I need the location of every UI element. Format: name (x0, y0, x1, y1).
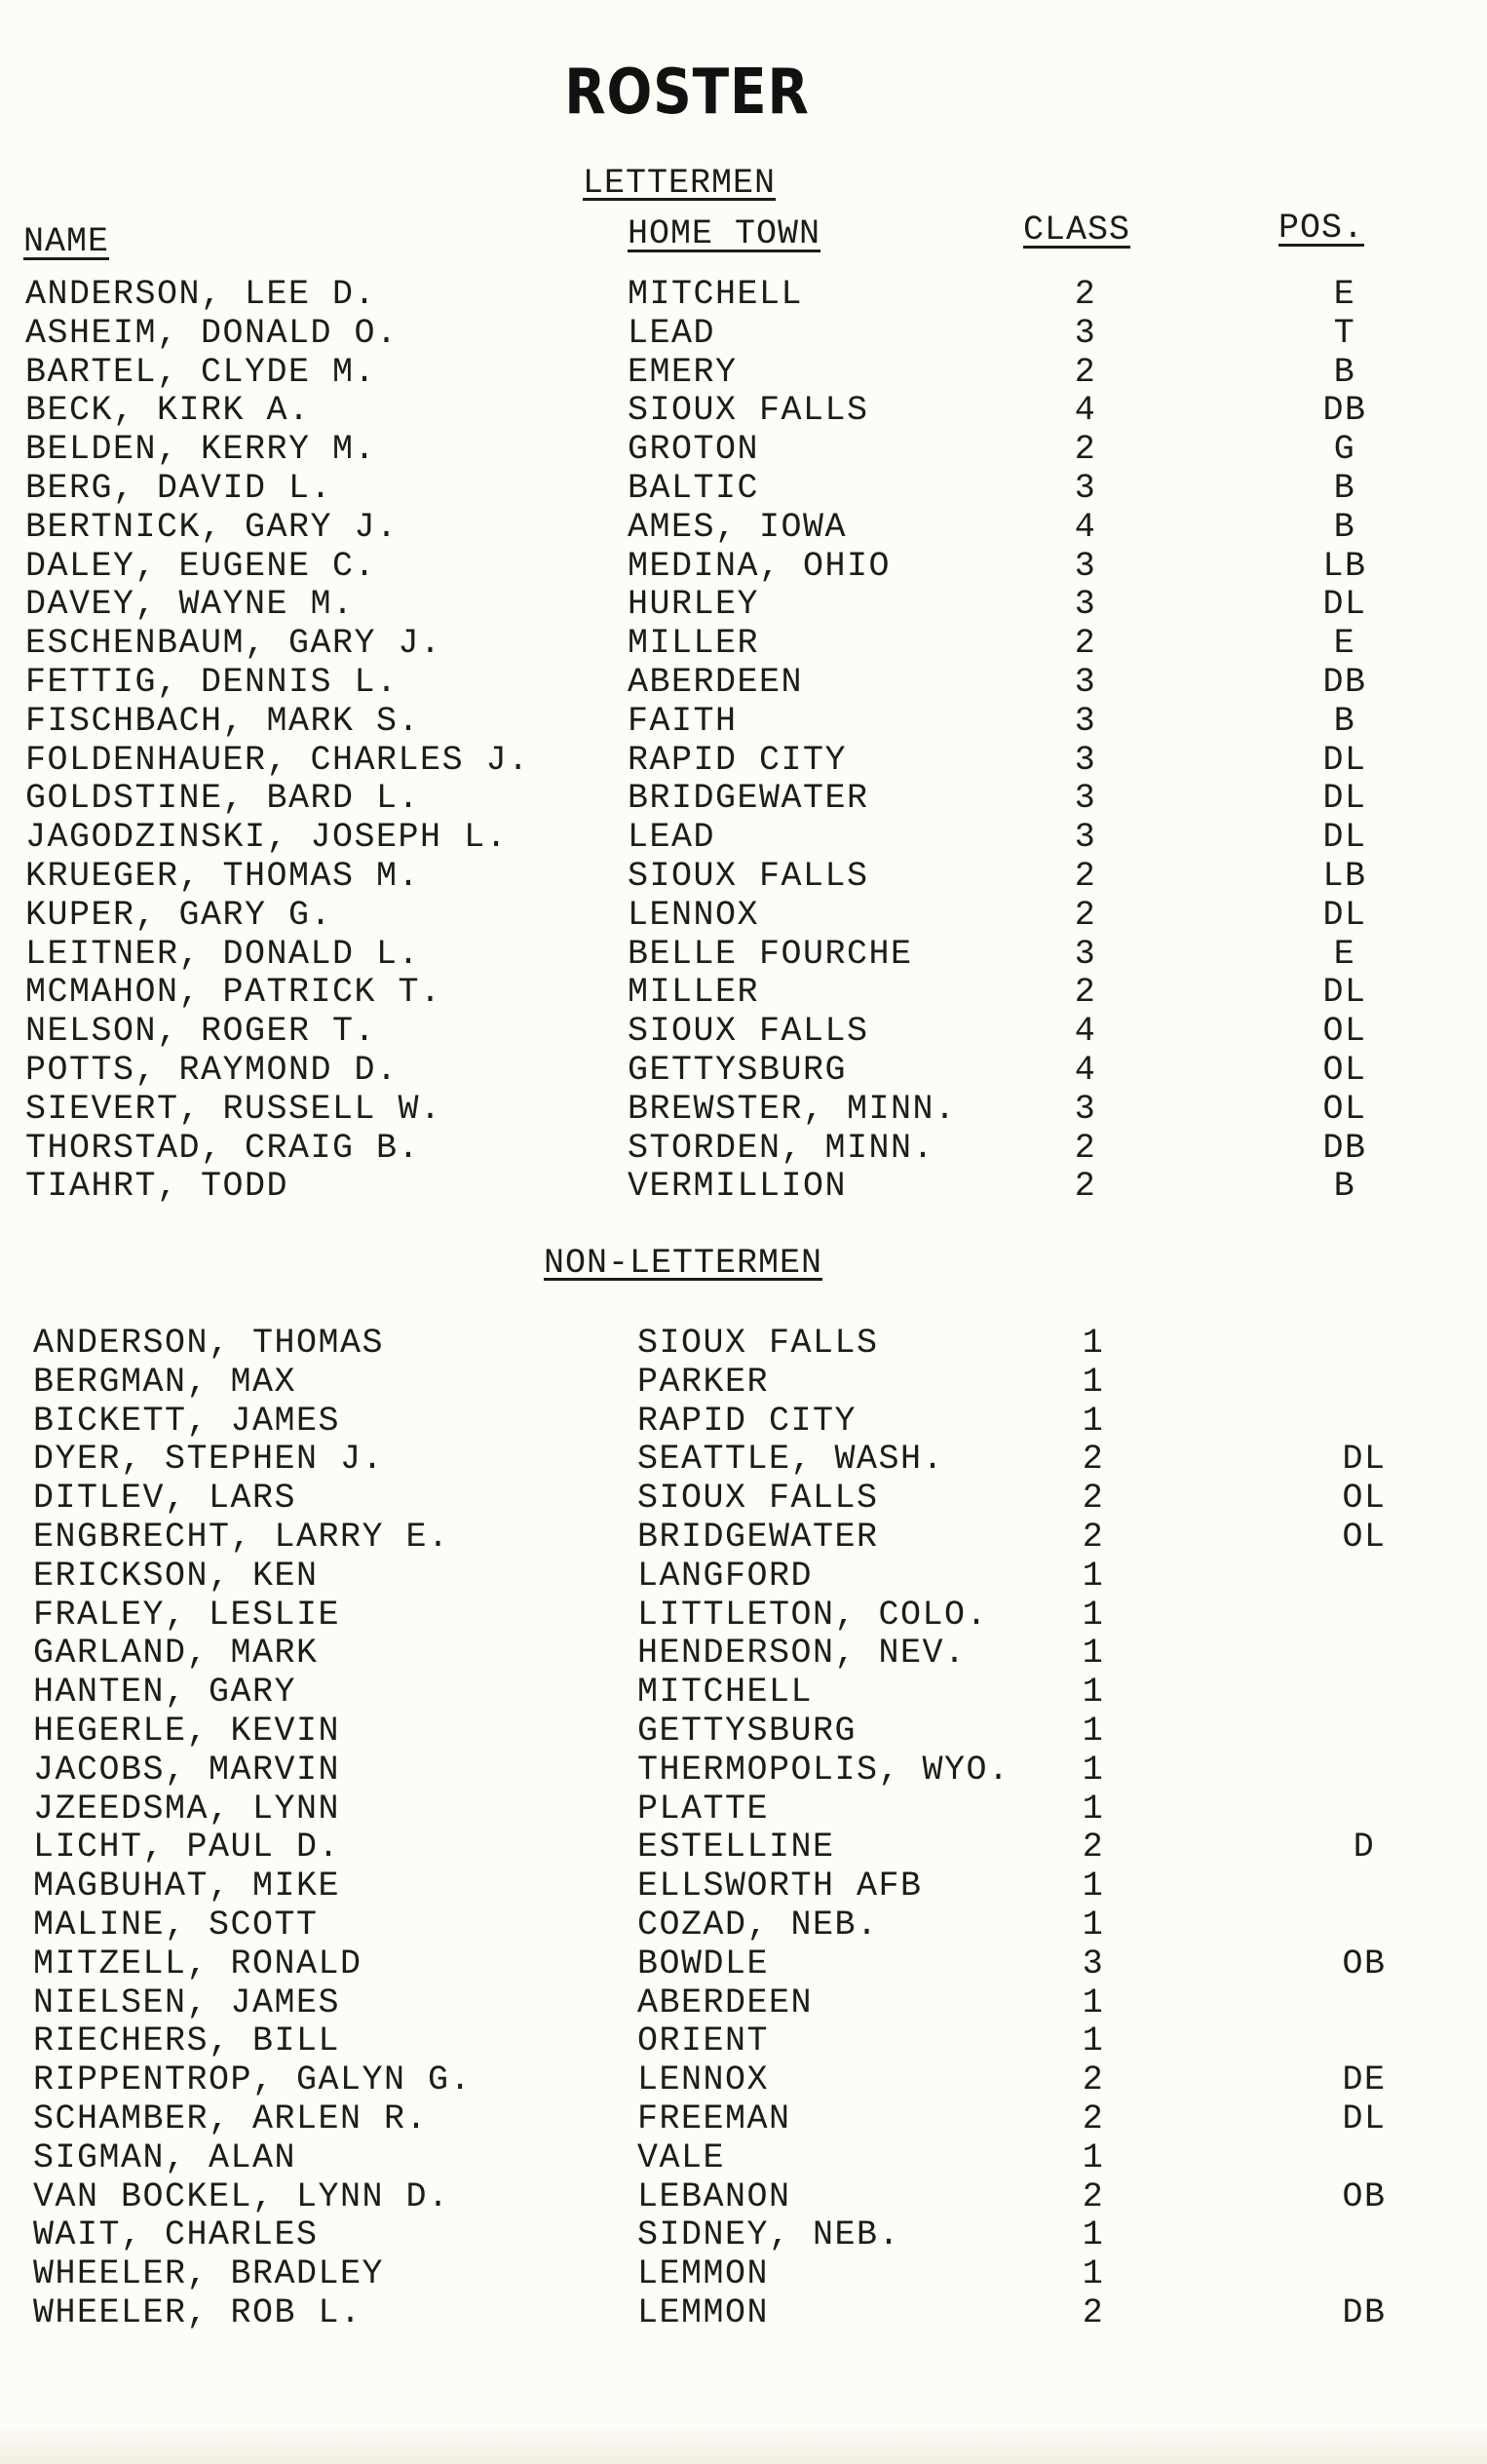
table-row (0, 2293, 1487, 2332)
table-row (0, 624, 1487, 663)
player-class: 3 (1074, 1089, 1097, 1129)
lettermen-list (0, 275, 1487, 1206)
player-hometown: LENNOX (628, 895, 760, 935)
table-row (0, 1324, 1487, 1363)
table-row (0, 663, 1487, 702)
table-row (0, 1790, 1487, 1829)
player-hometown: LENNOX (637, 2060, 770, 2100)
player-class: 2 (1074, 1167, 1097, 1207)
player-hometown: FAITH (628, 701, 738, 741)
player-hometown: SEATTLE, WASH. (637, 1440, 945, 1480)
table-row (0, 469, 1487, 508)
player-hometown: FREEMAN (637, 2098, 791, 2138)
player-class: 1 (1082, 1595, 1105, 1635)
player-class: 2 (1074, 624, 1097, 664)
player-name: DYER, STEPHEN J. (33, 1440, 385, 1480)
player-position: OL (1322, 1050, 1367, 1090)
player-class: 3 (1074, 818, 1097, 858)
player-name: DAVEY, WAYNE M. (25, 585, 355, 625)
non-lettermen-heading: NON-LETTERMEN (544, 1244, 823, 1283)
column-header-class: CLASS (1023, 211, 1131, 250)
player-name: RIPPENTROP, GALYN G. (33, 2060, 473, 2100)
lettermen-heading: LETTERMEN (583, 164, 777, 203)
player-hometown: LEMMON (637, 2292, 770, 2332)
player-hometown: PARKER (637, 1362, 770, 1402)
player-hometown: SIOUX FALLS (637, 1324, 879, 1363)
player-hometown: SIOUX FALLS (628, 391, 869, 431)
table-row (0, 1828, 1487, 1867)
player-class: 3 (1074, 701, 1097, 741)
player-class: 3 (1074, 468, 1097, 508)
table-row (0, 1944, 1487, 1983)
player-class: 1 (1082, 1905, 1105, 1944)
player-hometown: MILLER (628, 624, 760, 664)
player-class: 2 (1082, 2060, 1105, 2100)
player-class: 1 (1082, 1556, 1105, 1596)
player-name: THORSTAD, CRAIG B. (25, 1128, 421, 1168)
player-position: DB (1322, 1128, 1367, 1168)
table-row (0, 1363, 1487, 1402)
table-row (0, 1051, 1487, 1090)
player-name: JZEEDSMA, LYNN (33, 1789, 341, 1829)
player-name: GOLDSTINE, BARD L. (25, 779, 421, 819)
column-header-hometown: HOME TOWN (628, 214, 821, 253)
player-position: T (1333, 313, 1356, 353)
player-class: 1 (1082, 1867, 1105, 1906)
player-position: LB (1322, 546, 1367, 586)
table-row (0, 430, 1487, 469)
player-name: FOLDENHAUER, CHARLES J. (25, 740, 530, 780)
player-class: 2 (1074, 352, 1097, 392)
player-class: 1 (1082, 1634, 1105, 1674)
player-name: BERG, DAVID L. (25, 468, 333, 508)
player-hometown: ELLSWORTH AFB (637, 1867, 923, 1906)
table-row (0, 391, 1487, 430)
table-row (0, 2177, 1487, 2216)
player-position: B (1333, 701, 1356, 741)
player-hometown: THERMOPOLIS, WYO. (637, 1750, 1010, 1790)
player-position: E (1333, 275, 1356, 314)
player-class: 1 (1082, 1673, 1105, 1713)
table-row (0, 1440, 1487, 1479)
player-hometown: VERMILLION (628, 1167, 848, 1207)
player-name: DITLEV, LARS (33, 1479, 297, 1519)
player-hometown: BRIDGEWATER (628, 779, 869, 819)
player-hometown: EMERY (628, 352, 738, 392)
player-position: DL (1322, 585, 1367, 625)
player-hometown: LEMMON (637, 2254, 770, 2294)
player-class: 3 (1074, 934, 1097, 974)
player-name: KRUEGER, THOMAS M. (25, 856, 421, 896)
table-row (0, 896, 1487, 935)
player-name: BELDEN, KERRY M. (25, 430, 377, 470)
player-hometown: LEAD (628, 818, 716, 858)
player-class: 1 (1082, 1324, 1105, 1363)
player-class: 4 (1074, 1050, 1097, 1090)
player-class: 3 (1074, 662, 1097, 702)
player-name: FETTIG, DENNIS L. (25, 662, 399, 702)
player-class: 3 (1082, 1944, 1105, 1983)
page-edge (0, 2425, 1487, 2464)
player-name: LICHT, PAUL D. (33, 1828, 341, 1867)
player-position: OB (1342, 1944, 1387, 1983)
player-hometown: SIOUX FALLS (637, 1479, 879, 1519)
player-position: DL (1322, 973, 1367, 1013)
player-hometown: LEBANON (637, 2176, 791, 2216)
player-hometown: ABERDEEN (628, 662, 804, 702)
player-name: ENGBRECHT, LARRY E. (33, 1517, 450, 1557)
player-position: DB (1342, 2292, 1387, 2332)
player-hometown: BALTIC (628, 468, 760, 508)
table-row (0, 1983, 1487, 2022)
player-class: 1 (1082, 2021, 1105, 2061)
player-name: SIEVERT, RUSSELL W. (25, 1089, 442, 1129)
table-row (0, 547, 1487, 586)
player-class: 2 (1082, 1440, 1105, 1480)
player-name: KUPER, GARY G. (25, 895, 333, 935)
table-row (0, 1012, 1487, 1051)
player-class: 1 (1082, 2137, 1105, 2177)
player-name: NELSON, ROGER T. (25, 1012, 377, 1052)
player-class: 1 (1082, 1789, 1105, 1829)
player-name: SCHAMBER, ARLEN R. (33, 2098, 429, 2138)
player-hometown: MITCHELL (637, 1673, 814, 1713)
table-row (0, 2138, 1487, 2177)
player-name: WHEELER, BRADLEY (33, 2254, 385, 2294)
table-row (0, 353, 1487, 392)
player-name: MITZELL, RONALD (33, 1944, 362, 1983)
table-row (0, 1751, 1487, 1790)
page-title: ROSTER (564, 57, 810, 129)
table-row (0, 1906, 1487, 1944)
player-name: MALINE, SCOTT (33, 1905, 319, 1944)
player-name: BERTNICK, GARY J. (25, 507, 399, 547)
player-position: E (1333, 624, 1356, 664)
player-position: DB (1322, 391, 1367, 431)
player-class: 2 (1074, 430, 1097, 470)
column-header-name: NAME (23, 222, 110, 261)
table-row (0, 818, 1487, 857)
player-hometown: SIDNEY, NEB. (637, 2215, 901, 2255)
player-name: BARTEL, CLYDE M. (25, 352, 377, 392)
player-class: 1 (1082, 2254, 1105, 2294)
player-class: 2 (1082, 2098, 1105, 2138)
player-hometown: MEDINA, OHIO (628, 546, 892, 586)
player-position: DE (1342, 2060, 1387, 2100)
player-hometown: GETTYSBURG (628, 1050, 848, 1090)
player-hometown: GROTON (628, 430, 760, 470)
player-hometown: LITTLETON, COLO. (637, 1595, 989, 1635)
player-hometown: BELLE FOURCHE (628, 934, 913, 974)
player-position: DL (1322, 779, 1367, 819)
player-hometown: SIOUX FALLS (628, 1012, 869, 1052)
player-hometown: HENDERSON, NEV. (637, 1634, 967, 1674)
player-class: 2 (1074, 275, 1097, 314)
player-name: TIAHRT, TODD (25, 1167, 289, 1207)
player-name: DALEY, EUGENE C. (25, 546, 377, 586)
table-row (0, 1712, 1487, 1751)
player-position: G (1333, 430, 1356, 470)
player-class: 1 (1082, 1711, 1105, 1751)
player-name: ESCHENBAUM, GARY J. (25, 624, 442, 664)
player-hometown: ABERDEEN (637, 1983, 814, 2022)
player-name: SIGMAN, ALAN (33, 2137, 297, 2177)
player-name: HEGERLE, KEVIN (33, 1711, 341, 1751)
player-hometown: LEAD (628, 313, 716, 353)
player-name: GARLAND, MARK (33, 1634, 319, 1674)
player-position: OB (1342, 2176, 1387, 2216)
player-hometown: AMES, IOWA (628, 507, 848, 547)
player-position: DL (1342, 1440, 1387, 1480)
player-position: OL (1322, 1012, 1367, 1052)
player-hometown: BREWSTER, MINN. (628, 1089, 957, 1129)
player-name: POTTS, RAYMOND D. (25, 1050, 399, 1090)
player-hometown: COZAD, NEB. (637, 1905, 879, 1944)
player-class: 2 (1074, 973, 1097, 1013)
player-class: 2 (1082, 1479, 1105, 1519)
player-class: 2 (1074, 856, 1097, 896)
player-position: D (1353, 1828, 1376, 1867)
table-row (0, 2215, 1487, 2254)
table-row (0, 1479, 1487, 1518)
table-row (0, 1090, 1487, 1129)
player-class: 1 (1082, 1401, 1105, 1441)
player-hometown: STORDEN, MINN. (628, 1128, 935, 1168)
player-class: 2 (1082, 1828, 1105, 1867)
table-row (0, 779, 1487, 818)
player-hometown: ORIENT (637, 2021, 770, 2061)
player-class: 1 (1082, 1750, 1105, 1790)
table-row (0, 702, 1487, 741)
player-name: WAIT, CHARLES (33, 2215, 319, 2255)
player-position: DL (1322, 740, 1367, 780)
table-row (0, 2099, 1487, 2138)
player-name: WHEELER, ROB L. (33, 2292, 362, 2332)
player-position: B (1333, 468, 1356, 508)
player-class: 3 (1074, 585, 1097, 625)
table-row (0, 973, 1487, 1012)
player-position: B (1333, 507, 1356, 547)
player-hometown: SIOUX FALLS (628, 856, 869, 896)
player-position: OL (1322, 1089, 1367, 1129)
player-name: VAN BOCKEL, LYNN D. (33, 2176, 450, 2216)
player-name: BECK, KIRK A. (25, 391, 311, 431)
player-name: ASHEIM, DONALD O. (25, 313, 399, 353)
table-row (0, 314, 1487, 353)
table-row (0, 857, 1487, 896)
player-position: E (1333, 934, 1356, 974)
table-row (0, 1596, 1487, 1635)
table-row (0, 2254, 1487, 2293)
player-name: RIECHERS, BILL (33, 2021, 341, 2061)
table-row (0, 2060, 1487, 2099)
table-row (0, 1402, 1487, 1441)
player-name: ERICKSON, KEN (33, 1556, 319, 1596)
player-hometown: ESTELLINE (637, 1828, 835, 1867)
player-hometown: PLATTE (637, 1789, 770, 1829)
player-hometown: MILLER (628, 973, 760, 1013)
player-name: FRALEY, LESLIE (33, 1595, 341, 1635)
player-class: 1 (1082, 1983, 1105, 2022)
player-class: 1 (1082, 1362, 1105, 1402)
table-row (0, 585, 1487, 624)
table-row (0, 1557, 1487, 1596)
player-hometown: BRIDGEWATER (637, 1517, 879, 1557)
table-row (0, 2021, 1487, 2060)
player-class: 1 (1082, 2215, 1105, 2255)
player-name: ANDERSON, THOMAS (33, 1324, 385, 1363)
player-hometown: HURLEY (628, 585, 760, 625)
player-class: 2 (1082, 2176, 1105, 2216)
table-row (0, 508, 1487, 547)
table-row (0, 1129, 1487, 1168)
player-position: B (1333, 1167, 1356, 1207)
player-position: DL (1322, 895, 1367, 935)
player-position: DL (1342, 2098, 1387, 2138)
table-row (0, 275, 1487, 314)
player-hometown: MITCHELL (628, 275, 804, 314)
table-row (0, 1634, 1487, 1673)
table-row (0, 1167, 1487, 1206)
player-name: MCMAHON, PATRICK T. (25, 973, 442, 1013)
player-class: 3 (1074, 313, 1097, 353)
table-row (0, 741, 1487, 780)
player-hometown: BOWDLE (637, 1944, 770, 1983)
player-hometown: LANGFORD (637, 1556, 814, 1596)
table-row (0, 1518, 1487, 1557)
player-class: 4 (1074, 391, 1097, 431)
table-row (0, 935, 1487, 974)
player-class: 4 (1074, 1012, 1097, 1052)
player-name: HANTEN, GARY (33, 1673, 297, 1713)
player-class: 2 (1082, 2292, 1105, 2332)
column-header-pos: POS. (1278, 209, 1365, 248)
player-class: 3 (1074, 740, 1097, 780)
player-name: JACOBS, MARVIN (33, 1750, 341, 1790)
player-name: LEITNER, DONALD L. (25, 934, 421, 974)
player-name: ANDERSON, LEE D. (25, 275, 377, 314)
player-position: LB (1322, 856, 1367, 896)
player-name: BERGMAN, MAX (33, 1362, 297, 1402)
player-class: 2 (1074, 895, 1097, 935)
player-position: DL (1322, 818, 1367, 858)
player-class: 2 (1074, 1128, 1097, 1168)
player-class: 4 (1074, 507, 1097, 547)
table-row (0, 1867, 1487, 1906)
player-class: 2 (1082, 1517, 1105, 1557)
player-name: MAGBUHAT, MIKE (33, 1867, 341, 1906)
player-position: OL (1342, 1517, 1387, 1557)
player-class: 3 (1074, 546, 1097, 586)
player-hometown: VALE (637, 2137, 726, 2177)
player-name: NIELSEN, JAMES (33, 1983, 341, 2022)
player-name: JAGODZINSKI, JOSEPH L. (25, 818, 509, 858)
player-hometown: RAPID CITY (637, 1401, 858, 1441)
player-position: OL (1342, 1479, 1387, 1519)
player-hometown: GETTYSBURG (637, 1711, 858, 1751)
player-position: DB (1322, 662, 1367, 702)
player-position: B (1333, 352, 1356, 392)
table-row (0, 1673, 1487, 1712)
player-hometown: RAPID CITY (628, 740, 848, 780)
player-name: BICKETT, JAMES (33, 1401, 341, 1441)
non-lettermen-list (0, 1324, 1487, 2332)
player-class: 3 (1074, 779, 1097, 819)
player-name: FISCHBACH, MARK S. (25, 701, 421, 741)
